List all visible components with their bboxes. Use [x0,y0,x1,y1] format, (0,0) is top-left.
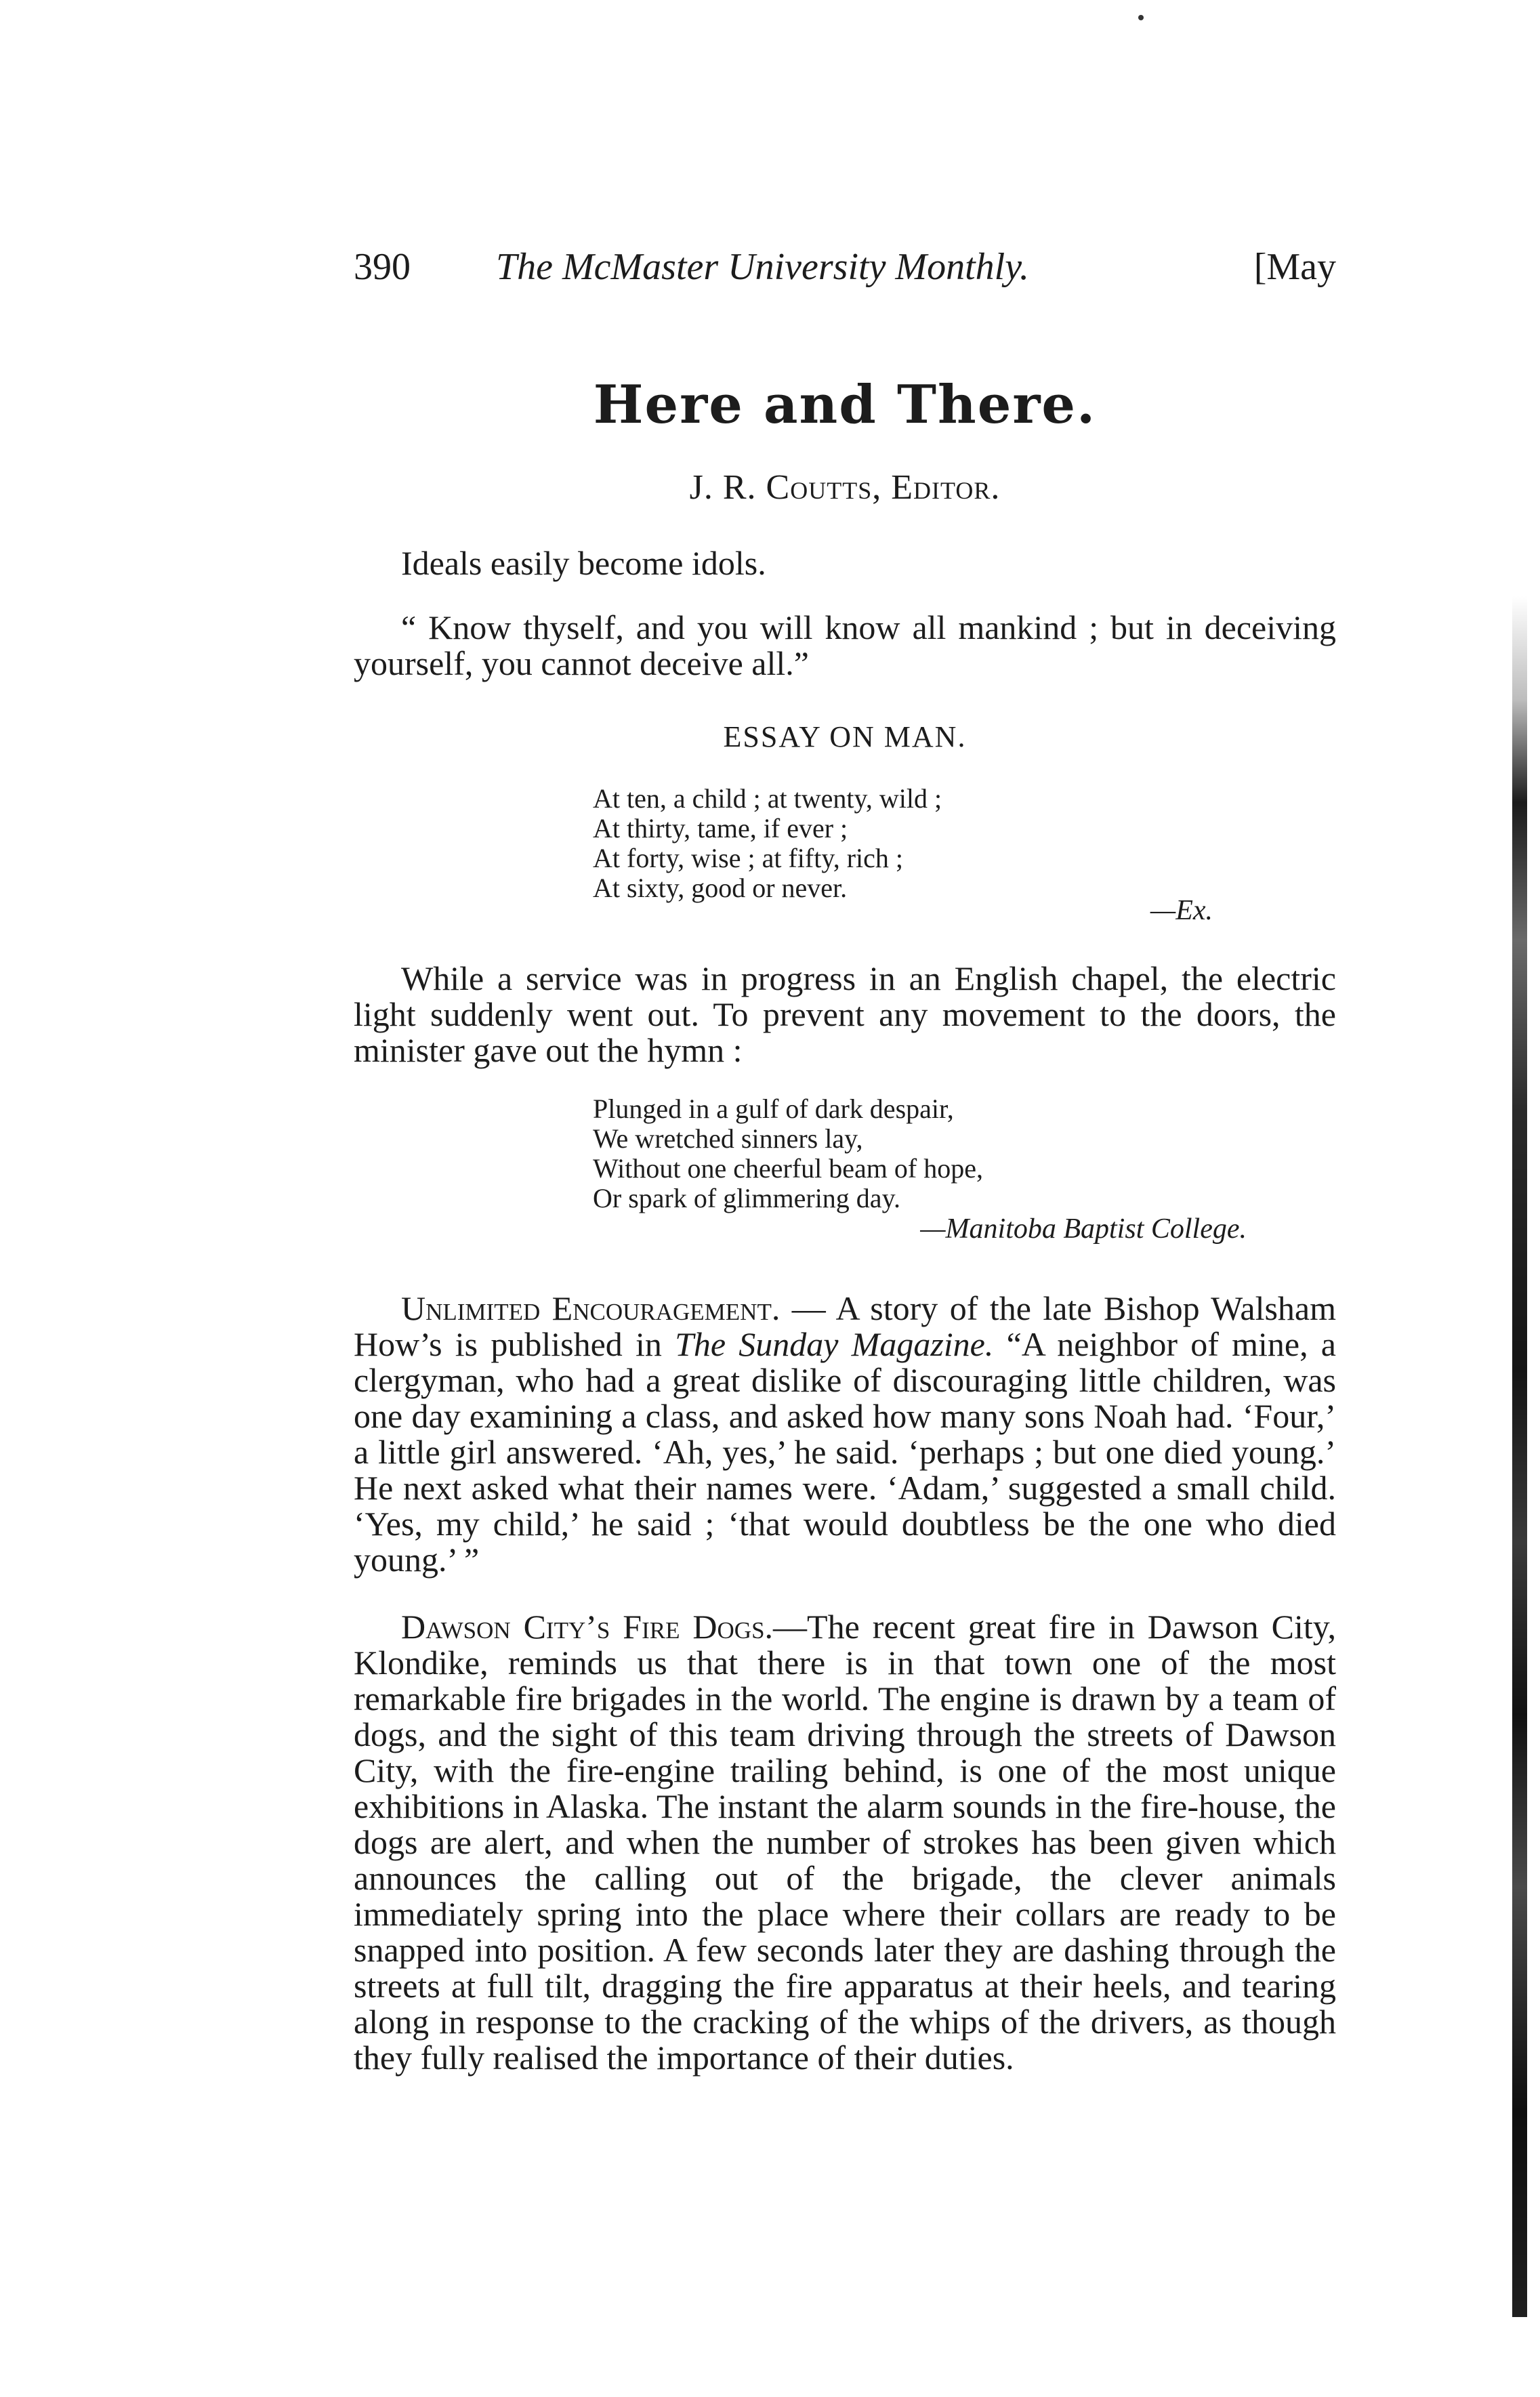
know-thyself-text: “ Know thyself, and you will know all mankind ; but in deceiving yourself, you cannot deceive all.” [354,608,1336,682]
fire-dogs-body: —The recent great fire in Dawson City, Klondike, reminds us that there is in that town one of the most remarkable fire brigades in the world. The engine is drawn by a team of dogs, and the sight of this team driving through the streets of Dawson City, with the fire-engine trailing behind, is one of the most unique exhibitions in Alaska. The instant the alarm sounds in the fire-house, the dogs are alert, and when the number of strokes has been given which announces the calling out of the brigade, the clever animals immediately spring into the place where their collars are ready to be snapped into position. A few seconds later they are dashing through the streets at full tilt, dragging the fire apparatus at their heels, and tearing along in response to the cracking of the whips of the drivers, as though they fully realised the importance of their duties. [354,1608,1336,2077]
know-thyself-paragraph [354,610,1336,682]
verse-line: At thirty, tame, if ever ; [593,813,848,843]
encouragement-text-after: “A neighbor of mine, a clergyman, who had a great dislike of discouraging little children, was one day examining a class, and asked how many sons Noah had. ‘Four,’ a little girl answered. ‘Ah, yes,’ he said. ‘perhaps ; but one died young.’ He next asked what their names were. ‘Adam,’ suggested a small child. ‘Yes, my child,’ he said ; ‘that would doubtless be the one who died young.’ ” [354,1325,1336,1579]
encouragement-paragraph [354,1291,1336,1578]
editor-credit: J. R. Coutts, Editor. [689,468,1001,507]
hymn-line: Plunged in a gulf of dark despair, [593,1093,954,1124]
fire-dogs-text [354,1609,1336,2076]
chapel-text: While a service was in progress in an English chapel, the electric light suddenly went out. To prevent any movement to the doors, the minister gave out the hymn : [354,959,1336,1069]
hymn-line: Or spark of glimmering day. [593,1183,900,1213]
hymn-line: Without one cheerful beam of hope, [593,1153,983,1184]
hymn-line: We wretched sinners lay, [593,1123,863,1154]
ideals-paragraph [354,545,1336,581]
encouragement-text-before: — A story of the late Bishop Walsham How’s is published in [354,1289,1337,1363]
hymn-verse [593,1094,983,1213]
page-number: 390 [354,246,411,288]
fire-dogs-heading: Dawson City’s Fire Dogs. [401,1608,774,1646]
verse-line: At ten, a child ; at twenty, wild ; [593,783,942,814]
ideals-text: Ideals easily become idols. [401,544,766,582]
essay-verse [593,784,942,903]
essay-title: ESSAY ON MAN. [723,720,967,753]
running-head [354,245,1336,293]
encouragement-heading: Unlimited Encouragement. [401,1289,781,1327]
journal-title: The McMaster University Monthly. [496,246,1029,288]
magazine-title: The Sunday Magazine. [675,1325,994,1363]
verse-line: At sixty, good or never. [593,873,848,903]
scanned-page-edge [1512,596,1527,2317]
chapel-paragraph [354,961,1336,1068]
section-title: Here and There. [593,374,1097,436]
print-speck [1138,15,1144,20]
essay-source: —Ex. [1150,895,1213,926]
fire-dogs-paragraph [354,1609,1336,2076]
verse-line: At forty, wise ; at fifty, rich ; [593,843,904,873]
issue-month: [May [1253,246,1336,288]
encouragement-text [354,1291,1336,1578]
hymn-source: —Manitoba Baptist College. [920,1213,1247,1245]
